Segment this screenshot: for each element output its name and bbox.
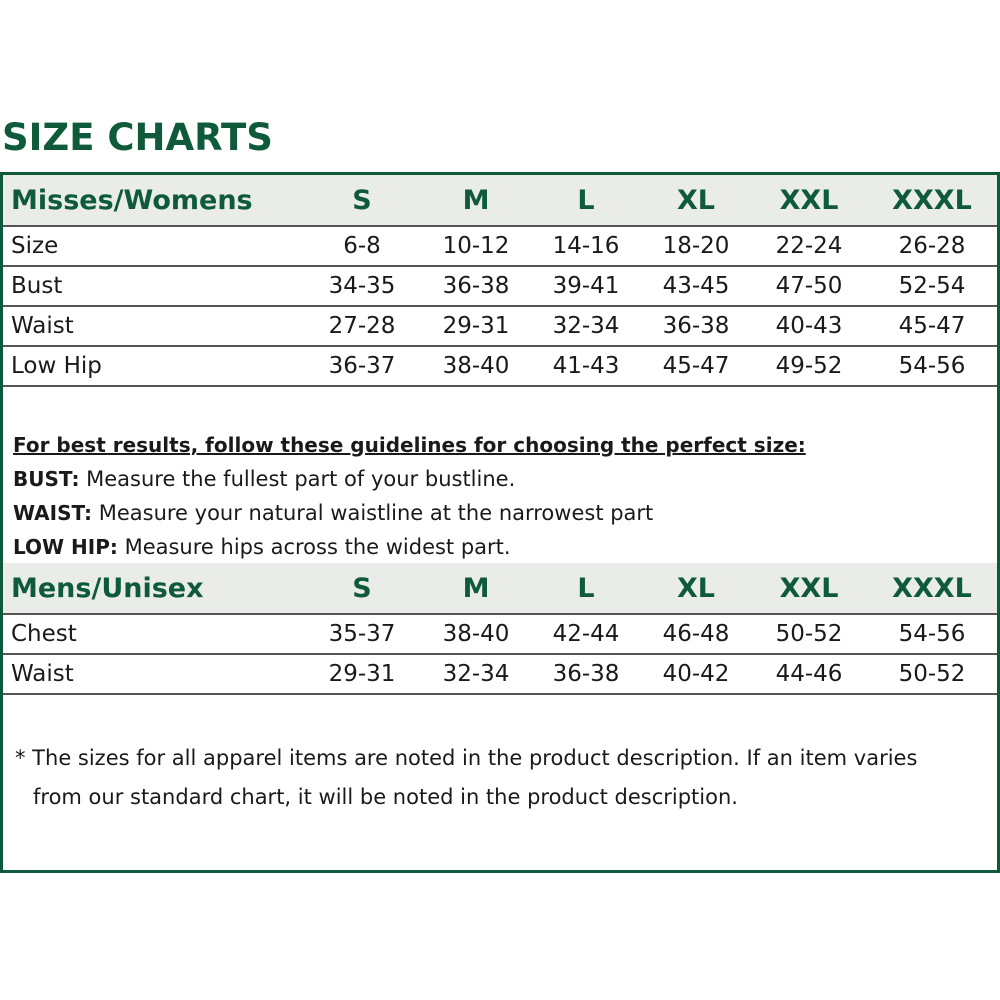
guideline-text: Measure your natural waistline at the narrowest part — [92, 501, 654, 525]
table-cell: 29-31 — [303, 654, 421, 694]
table-cell: 32-34 — [421, 654, 531, 694]
header-size-xl: XL — [641, 175, 751, 226]
header-size-m: M — [421, 563, 531, 614]
guidelines-heading: For best results, follow these guidelines for choosing the perfect size: — [13, 433, 806, 457]
header-size-l: L — [531, 563, 641, 614]
table-cell: 36-38 — [531, 654, 641, 694]
table-row — [3, 614, 997, 654]
table-cell: 41-43 — [531, 346, 641, 386]
table-cell: 32-34 — [531, 306, 641, 346]
size-chart-box — [0, 172, 1000, 873]
footnote — [3, 695, 997, 817]
table-cell: 46-48 — [641, 614, 751, 654]
table-cell: 26-28 — [867, 226, 997, 266]
table-cell: 52-54 — [867, 266, 997, 306]
header-size-xxxl: XXXL — [867, 175, 997, 226]
table-cell: 39-41 — [531, 266, 641, 306]
table-cell: 50-52 — [867, 654, 997, 694]
guideline-text: Measure hips across the widest part. — [117, 535, 511, 559]
table-row — [3, 266, 997, 306]
table-cell: 22-24 — [751, 226, 867, 266]
table-cell: 38-40 — [421, 614, 531, 654]
table-cell: 6-8 — [303, 226, 421, 266]
guideline-key: BUST: — [13, 467, 80, 491]
table-cell: 44-46 — [751, 654, 867, 694]
table-row — [3, 306, 997, 346]
row-label: Waist — [3, 306, 303, 346]
table-cell: 54-56 — [867, 614, 997, 654]
row-label: Chest — [3, 614, 303, 654]
footnote-line-2: from our standard chart, it will be noted in the product description. — [33, 785, 738, 809]
table-cell: 36-38 — [421, 266, 531, 306]
table-cell: 36-38 — [641, 306, 751, 346]
table-row — [3, 346, 997, 386]
table-cell: 49-52 — [751, 346, 867, 386]
table-cell: 40-43 — [751, 306, 867, 346]
header-size-m: M — [421, 175, 531, 226]
womens-header-label: Misses/Womens — [3, 175, 303, 226]
table-row — [3, 226, 997, 266]
table-cell: 14-16 — [531, 226, 641, 266]
guideline-low-hip — [13, 535, 997, 559]
table-cell: 45-47 — [641, 346, 751, 386]
womens-size-table — [3, 175, 997, 387]
table-cell: 40-42 — [641, 654, 751, 694]
table-cell: 43-45 — [641, 266, 751, 306]
header-size-xxl: XXL — [751, 563, 867, 614]
row-label: Low Hip — [3, 346, 303, 386]
header-size-xxl: XXL — [751, 175, 867, 226]
header-size-xxxl: XXXL — [867, 563, 997, 614]
table-cell: 35-37 — [303, 614, 421, 654]
row-label: Bust — [3, 266, 303, 306]
footnote-line-1: * The sizes for all apparel items are noted in the product description. If an item varies — [15, 746, 918, 770]
womens-header-row — [3, 175, 997, 226]
guideline-key: WAIST: — [13, 501, 93, 525]
table-cell: 42-44 — [531, 614, 641, 654]
table-cell: 10-12 — [421, 226, 531, 266]
table-cell: 29-31 — [421, 306, 531, 346]
table-row — [3, 654, 997, 694]
page-title: SIZE CHARTS — [2, 116, 273, 159]
guideline-key: LOW HIP: — [13, 535, 118, 559]
table-cell: 54-56 — [867, 346, 997, 386]
table-cell: 38-40 — [421, 346, 531, 386]
header-size-s: S — [303, 175, 421, 226]
mens-header-label: Mens/Unisex — [3, 563, 303, 614]
table-cell: 18-20 — [641, 226, 751, 266]
sizing-guidelines — [3, 387, 997, 563]
table-cell: 50-52 — [751, 614, 867, 654]
mens-size-table — [3, 563, 997, 695]
guideline-text: Measure the fullest part of your bustline. — [79, 467, 516, 491]
row-label: Size — [3, 226, 303, 266]
table-cell: 34-35 — [303, 266, 421, 306]
header-size-xl: XL — [641, 563, 751, 614]
table-cell: 36-37 — [303, 346, 421, 386]
table-cell: 45-47 — [867, 306, 997, 346]
table-cell: 47-50 — [751, 266, 867, 306]
guideline-waist — [13, 501, 997, 525]
table-cell: 27-28 — [303, 306, 421, 346]
header-size-l: L — [531, 175, 641, 226]
row-label: Waist — [3, 654, 303, 694]
mens-header-row — [3, 563, 997, 614]
header-size-s: S — [303, 563, 421, 614]
guideline-bust — [13, 467, 997, 491]
